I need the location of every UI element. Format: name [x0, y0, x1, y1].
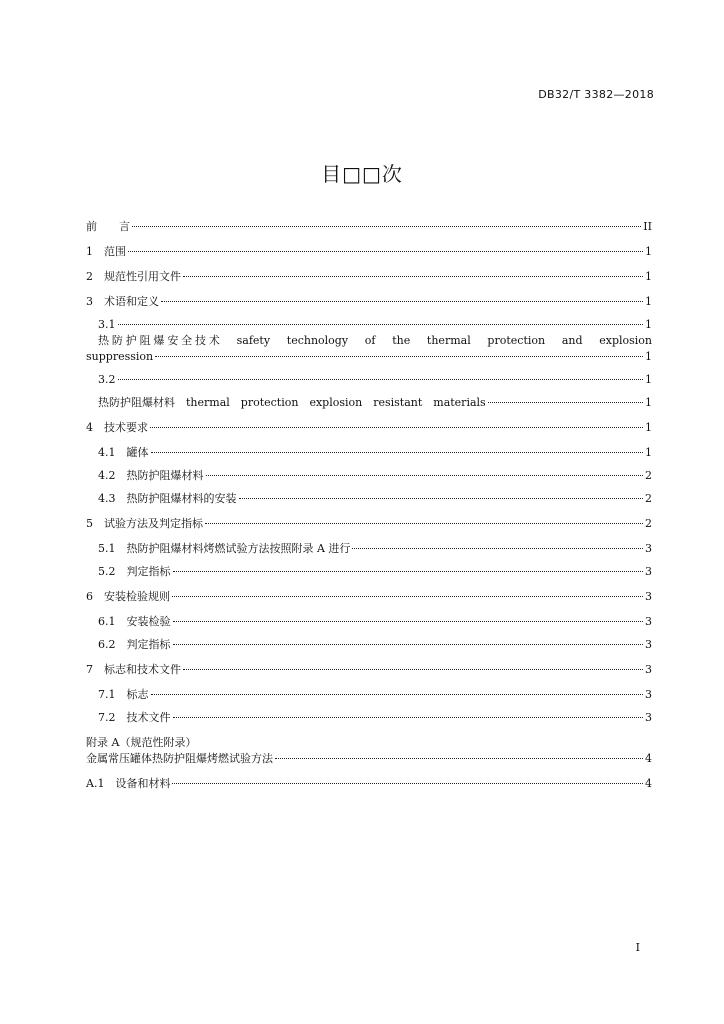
toc-entry-page: 1	[645, 446, 652, 459]
toc-entry[interactable]	[86, 395, 652, 411]
toc-entry[interactable]	[86, 372, 652, 388]
dot-leader	[173, 571, 644, 572]
toc-entry-title: 4 技术要求	[86, 421, 148, 434]
toc-entry-title: 5.1 热防护阻爆材料烤燃试验方法按照附录 A 进行	[98, 542, 351, 555]
toc-entry-title: suppression	[86, 350, 154, 363]
toc-entry-page: 1	[645, 373, 652, 386]
toc-entry[interactable]	[86, 687, 652, 703]
dot-leader	[173, 717, 644, 718]
toc-entry[interactable]	[86, 491, 652, 507]
toc-entry[interactable]	[86, 589, 652, 605]
dot-leader	[239, 498, 644, 499]
toc-entry-page: 3	[645, 663, 652, 676]
toc-entry-page: 1	[645, 245, 652, 258]
dot-leader	[173, 644, 644, 645]
toc-entry-title: 热防护阻爆材料 thermal protection explosion resistant materials	[98, 396, 486, 409]
toc-entry-title: 6.1 安装检验	[98, 615, 171, 628]
toc-entry[interactable]	[86, 541, 652, 557]
toc-entry[interactable]: 附录 A（规范性附录）	[86, 736, 197, 749]
toc-entry-title: 3.1	[98, 318, 116, 331]
toc-entry-page: 4	[645, 752, 652, 765]
toc-entry-page: 3	[645, 688, 652, 701]
toc-entry-title: 2 规范性引用文件	[86, 270, 181, 283]
toc-entry-page: 4	[645, 777, 652, 790]
dot-leader	[352, 548, 643, 549]
toc-entry[interactable]	[86, 776, 652, 792]
toc-entry[interactable]	[86, 516, 652, 532]
document-code: DB32/T 3382—2018	[538, 88, 654, 101]
toc-entry[interactable]	[86, 317, 652, 333]
toc-entry-page: 1	[645, 295, 652, 308]
toc-entry-title: 6 安装检验规则	[86, 590, 170, 603]
toc-entry[interactable]	[86, 468, 652, 484]
dot-leader	[118, 379, 644, 380]
toc-entry-page: 1	[645, 396, 652, 409]
dot-leader	[128, 251, 643, 252]
toc-entry[interactable]	[86, 445, 652, 461]
toc-entry-page: 2	[645, 492, 652, 505]
toc-entry-title: 前 言	[86, 220, 130, 233]
dot-leader	[155, 356, 643, 357]
dot-leader	[183, 669, 643, 670]
dot-leader	[151, 694, 644, 695]
toc-entry[interactable]	[86, 637, 652, 653]
toc-entry[interactable]	[86, 269, 652, 285]
toc-entry-page: 3	[645, 711, 652, 724]
dot-leader	[172, 596, 643, 597]
toc-entry-title: 4.2 热防护阻爆材料	[98, 469, 204, 482]
toc-entry[interactable]: 热防护阻爆安全技术 safety technology of the thermal protection and explosion	[98, 334, 652, 347]
dot-leader	[183, 276, 643, 277]
toc-entry[interactable]	[86, 614, 652, 630]
toc-entry-title: 7.2 技术文件	[98, 711, 171, 724]
toc-entry[interactable]	[86, 751, 652, 767]
toc-entry-page: 1	[645, 270, 652, 283]
dot-leader	[275, 758, 643, 759]
toc-entry-page: 3	[645, 615, 652, 628]
dot-leader	[161, 301, 643, 302]
toc-entry-title: 5 试验方法及判定指标	[86, 517, 203, 530]
toc-entry-title: 3 术语和定义	[86, 295, 159, 308]
dot-leader	[132, 226, 641, 227]
table-of-contents	[86, 219, 652, 792]
toc-entry[interactable]	[86, 420, 652, 436]
toc-entry-title: 7.1 标志	[98, 688, 149, 701]
toc-entry[interactable]	[86, 349, 652, 365]
toc-entry-page: II	[643, 220, 652, 233]
page-title: 目□□次	[321, 162, 403, 186]
dot-leader	[488, 402, 643, 403]
dot-leader	[151, 452, 644, 453]
page-number: I	[635, 941, 640, 954]
toc-entry-page: 1	[645, 421, 652, 434]
dot-leader	[150, 427, 643, 428]
toc-entry[interactable]	[86, 244, 652, 260]
toc-entry-page: 2	[645, 469, 652, 482]
toc-entry-page: 3	[645, 590, 652, 603]
toc-entry-title: 7 标志和技术文件	[86, 663, 181, 676]
toc-entry-title: 5.2 判定指标	[98, 565, 171, 578]
toc-entry-title: 1 范围	[86, 245, 126, 258]
toc-entry[interactable]	[86, 219, 652, 235]
toc-entry-title: 3.2	[98, 373, 116, 386]
toc-entry-title: 6.2 判定指标	[98, 638, 171, 651]
toc-entry[interactable]	[86, 294, 652, 310]
dot-leader	[173, 621, 644, 622]
toc-entry-title: 4.3 热防护阻爆材料的安装	[98, 492, 237, 505]
toc-entry-page: 1	[645, 318, 652, 331]
toc-entry[interactable]	[86, 662, 652, 678]
toc-entry[interactable]	[86, 710, 652, 726]
toc-entry-title: 4.1 罐体	[98, 446, 149, 459]
toc-entry-title: A.1 设备和材料	[86, 777, 171, 790]
toc-entry-page: 2	[645, 517, 652, 530]
dot-leader	[172, 783, 643, 784]
dot-leader	[205, 523, 643, 524]
toc-entry-page: 3	[645, 542, 652, 555]
dot-leader	[118, 324, 644, 325]
toc-entry-title: 金属常压罐体热防护阻爆烤燃试验方法	[86, 752, 273, 765]
toc-entry-page: 1	[645, 350, 652, 363]
dot-leader	[206, 475, 644, 476]
toc-entry-page: 3	[645, 638, 652, 651]
toc-entry[interactable]	[86, 564, 652, 580]
toc-entry-page: 3	[645, 565, 652, 578]
